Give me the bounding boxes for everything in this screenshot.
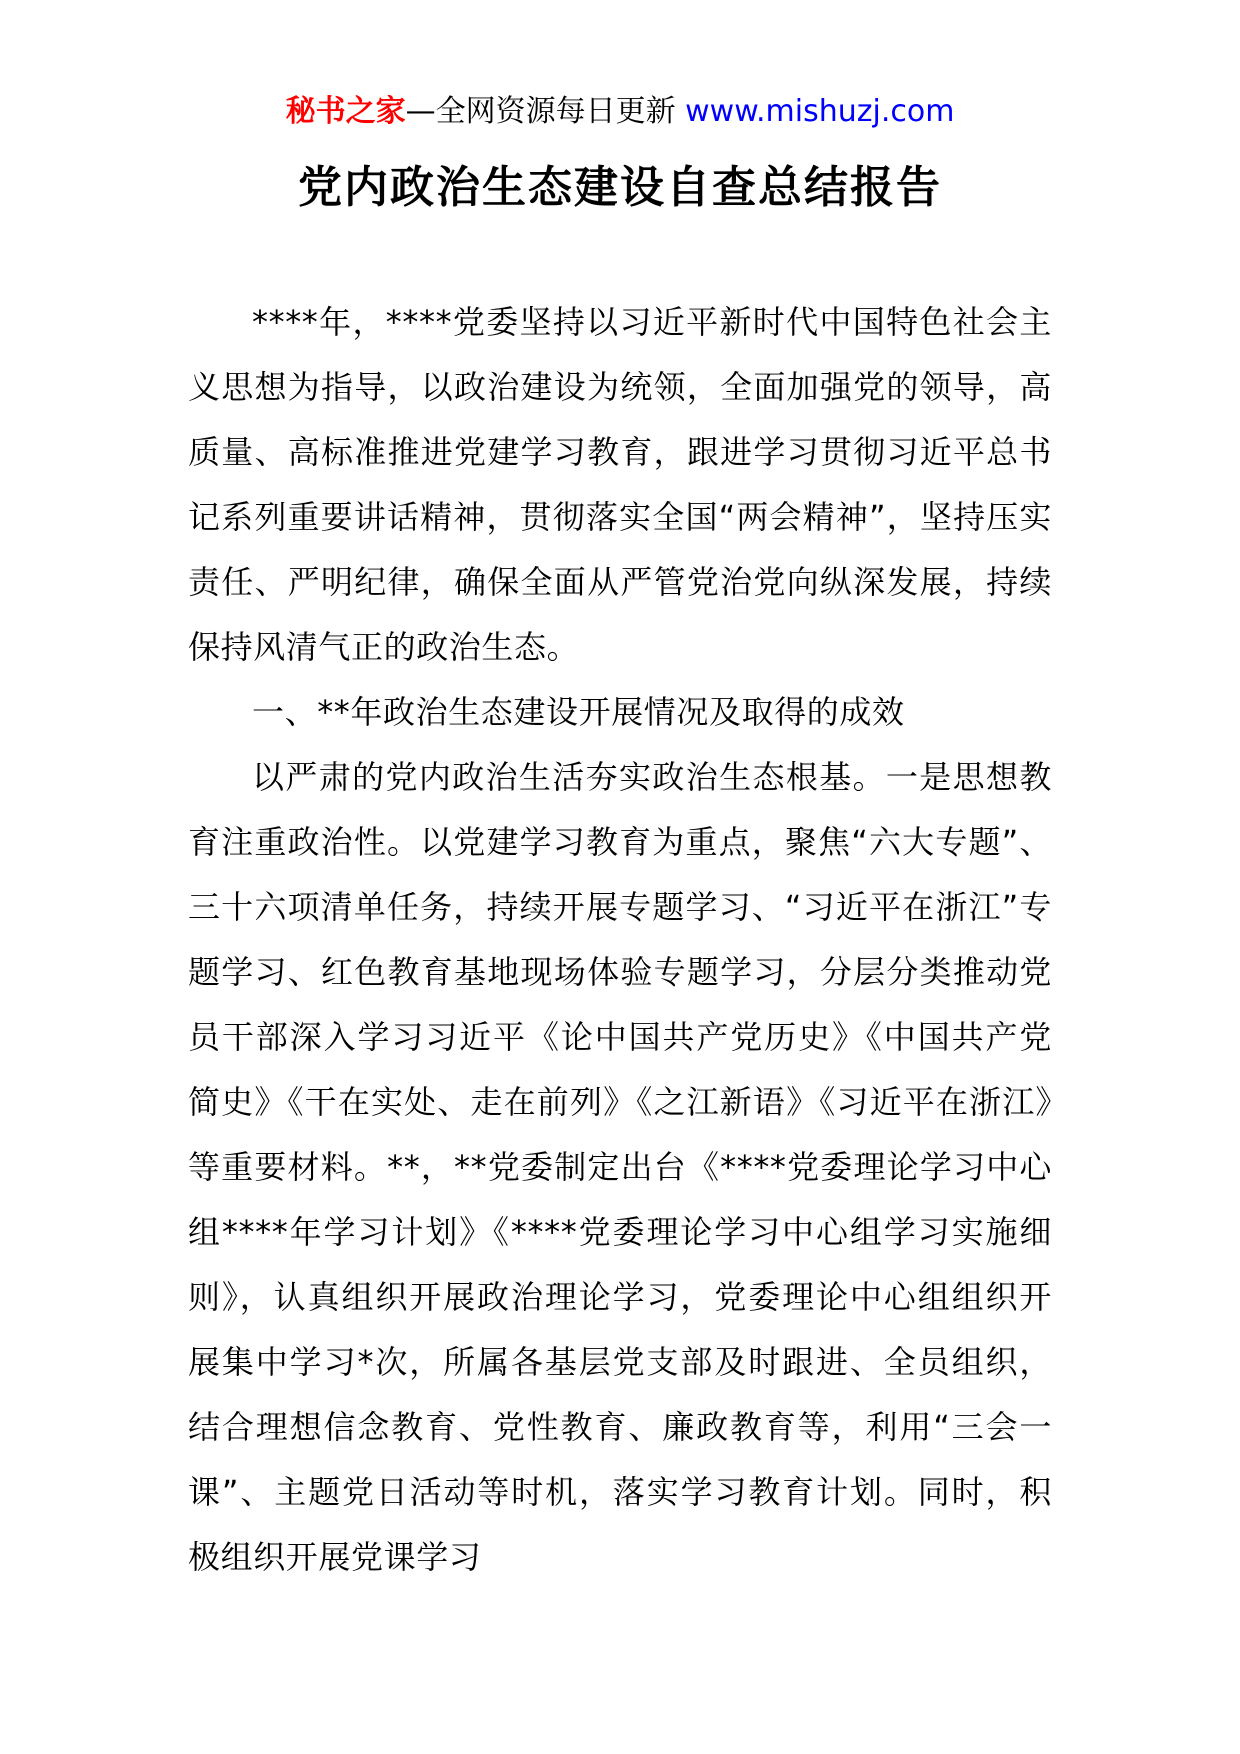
site-banner: [0, 92, 1240, 132]
document-title: 党内政治生态建设自查总结报告: [298, 162, 942, 213]
site-tagline: —全网资源每日更新: [405, 94, 676, 129]
intro-paragraph: ****年，****党委坚持以习近平新时代中国特色社会主义思想为指导，以政治建设为统领，全面加强党的领导，高质量、高标准推进党建学习教育，跟进学习贯彻习近平总书记系列重要讲话精神，贯彻落实全国“两会精神”，坚持压实责任、严明纪律，确保全面从严管党治党向纵深发展，持续保持风清气正的政治生态。: [188, 303, 1052, 666]
document-body: [188, 290, 1052, 1590]
site-url-link[interactable]: www.mishuzj.com: [685, 94, 955, 129]
section-heading-1: 一、**年政治生态建设开展情况及取得的成效: [252, 693, 905, 731]
site-brand: 秘书之家: [285, 94, 406, 129]
body-paragraph: 以严肃的党内政治生活夯实政治生态根基。一是思想教育注重政治性。以党建学习教育为重点，聚焦“六大专题”、三十六项清单任务，持续开展专题学习、“习近平在浙江”专题学习、红色教育基地现场体验专题学习，分层分类推动党员干部深入学习习近平《论中国共产党历史》《中国共产党简史》《干在实处、走在前列》《之江新语》《习近平在浙江》等重要材料。**，**党委制定出台《****党委理论学习中心组****年学习计划》《****党委理论学习中心组学习实施细则》，认真组织开展政治理论学习，党委理论中心组组织开展集中学习*次，所属各基层党支部及时跟进、全员组织，结合理想信念教育、党性教育、廉政教育等，利用“三会一课”、主题党日活动等时机，落实学习教育计划。同时，积极组织开展党课学习: [188, 758, 1052, 1576]
